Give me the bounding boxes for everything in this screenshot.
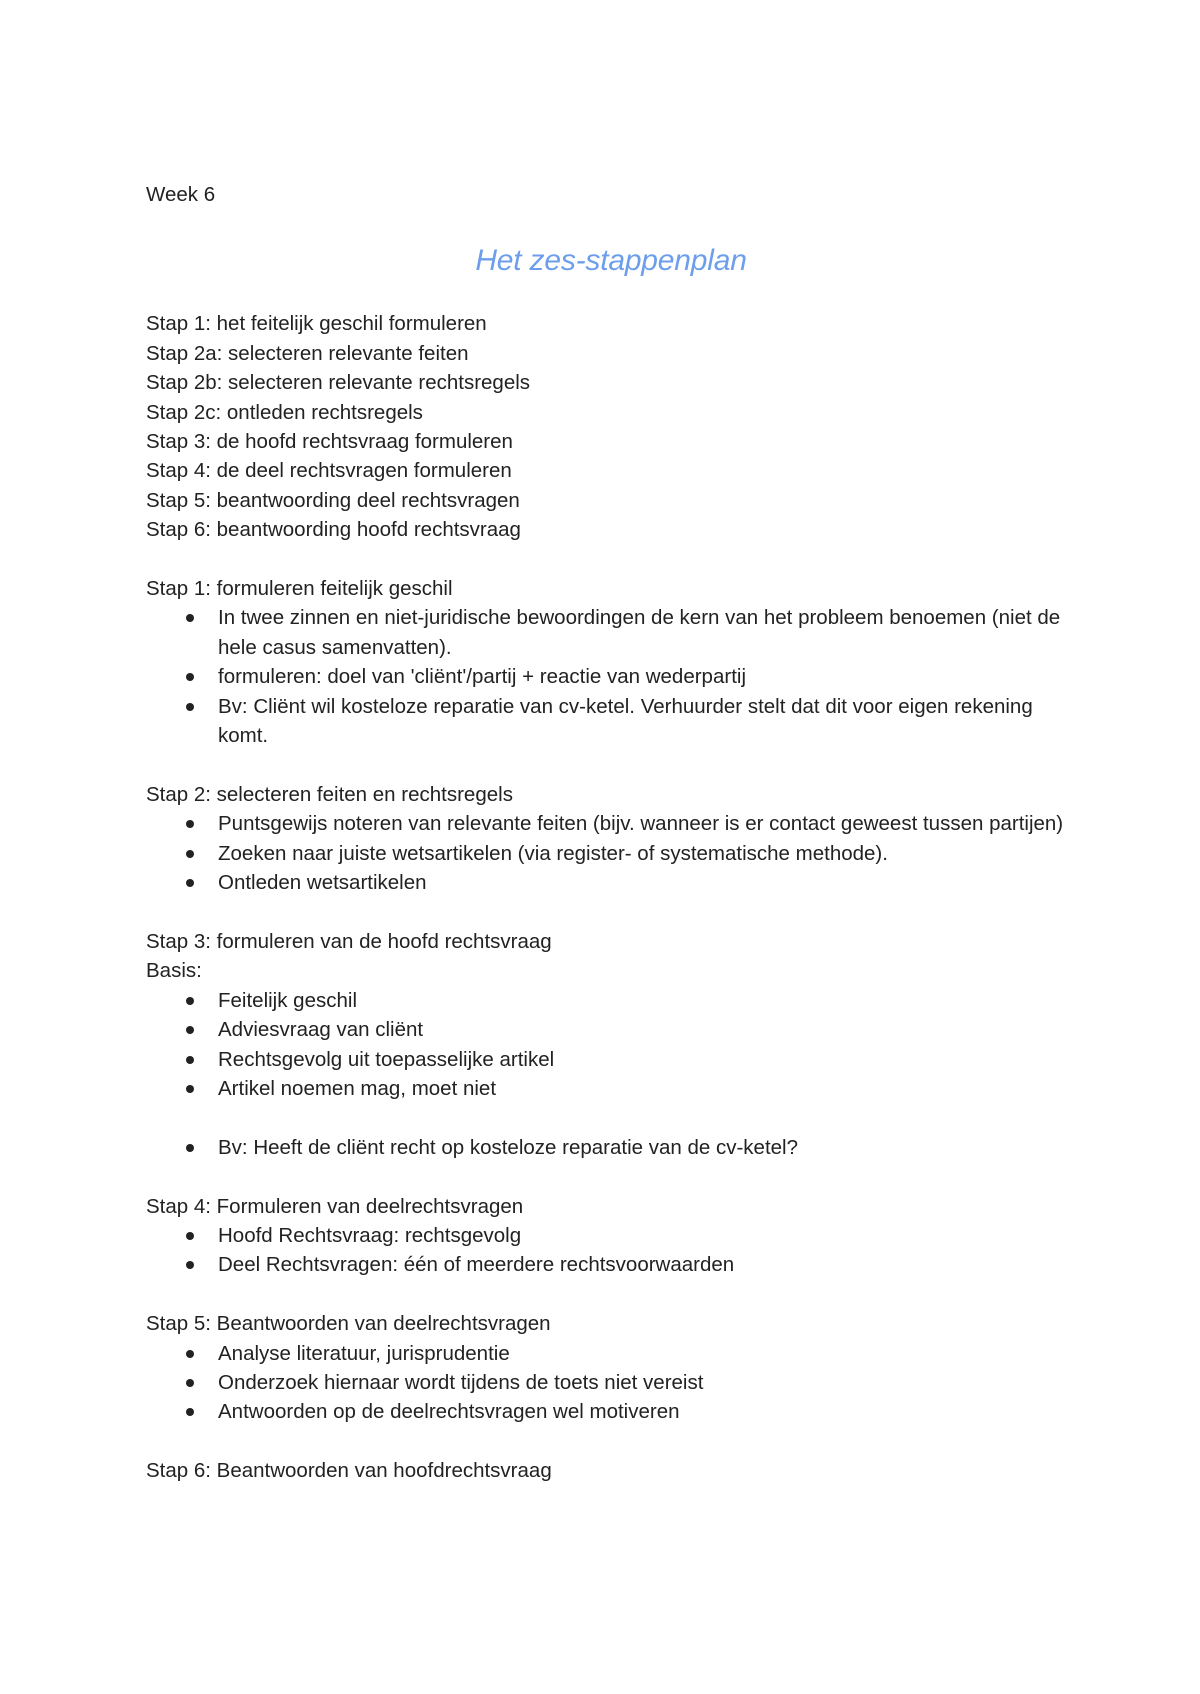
section-heading: Stap 1: formuleren feitelijk geschil	[146, 577, 453, 601]
section-step-6	[146, 1456, 1076, 1485]
section-step-5	[146, 1309, 1076, 1427]
section-step-4	[146, 1192, 1076, 1280]
steps-overview	[146, 309, 1076, 544]
bullet-item: Antwoorden op de deelrechtsvragen wel motiveren	[218, 1397, 1076, 1426]
bullet-item: In twee zinnen en niet-juridische bewoordingen de kern van het probleem benoemen (niet de hele casus samenvatten).	[218, 603, 1076, 662]
bullet-item: Deel Rechtsvragen: één of meerdere rechtsvoorwaarden	[218, 1250, 1076, 1279]
bullet-item: formuleren: doel van 'cliënt'/partij + reactie van wederpartij	[218, 662, 1076, 691]
section-subheading: Basis:	[146, 959, 202, 983]
section-heading: Stap 6: Beantwoorden van hoofdrechtsvraag	[146, 1459, 552, 1483]
section-heading: Stap 4: Formuleren van deelrechtsvragen	[146, 1194, 524, 1218]
bullet-item: Hoofd Rechtsvraag: rechtsgevolg	[218, 1221, 1076, 1250]
overview-line: Stap 5: beantwoording deel rechtsvragen	[146, 488, 520, 512]
blank-line	[146, 1103, 1076, 1132]
section-heading: Stap 5: Beantwoorden van deelrechtsvragen	[146, 1312, 551, 1336]
bullet-item: Zoeken naar juiste wetsartikelen (via register- of systematische methode).	[218, 839, 1076, 868]
overview-line: Stap 6: beantwoording hoofd rechtsvraag	[146, 518, 521, 542]
overview-line: Stap 3: de hoofd rechtsvraag formuleren	[146, 430, 513, 454]
bullet-list	[146, 986, 1076, 1104]
bullet-list	[146, 809, 1076, 897]
bullet-item: Bv: Cliënt wil kosteloze reparatie van cv-ketel. Verhuurder stelt dat dit voor eigen rekening komt.	[218, 692, 1076, 751]
bullet-item: Ontleden wetsartikelen	[218, 868, 1076, 897]
week-label: Week 6	[146, 183, 216, 206]
bullet-list	[146, 603, 1076, 750]
section-step-1	[146, 574, 1076, 750]
bullet-list	[146, 1339, 1076, 1427]
bullet-item: Adviesvraag van cliënt	[218, 1015, 1076, 1044]
bullet-list	[146, 1133, 1076, 1162]
overview-line: Stap 4: de deel rechtsvragen formuleren	[146, 459, 512, 483]
section-heading: Stap 3: formuleren van de hoofd rechtsvraag	[146, 929, 552, 953]
overview-line: Stap 2b: selecteren relevante rechtsregels	[146, 371, 531, 395]
bullet-item: Onderzoek hiernaar wordt tijdens de toets niet vereist	[218, 1368, 1076, 1397]
bullet-item: Bv: Heeft de cliënt recht op kosteloze reparatie van de cv-ketel?	[218, 1133, 1076, 1162]
overview-line: Stap 2a: selecteren relevante feiten	[146, 341, 469, 365]
section-step-3	[146, 927, 1076, 1162]
section-step-2	[146, 780, 1076, 898]
section-heading: Stap 2: selecteren feiten en rechtsregels	[146, 782, 513, 806]
bullet-item: Puntsgewijs noteren van relevante feiten (bijv. wanneer is er contact geweest tussen partijen)	[218, 809, 1076, 838]
bullet-list	[146, 1221, 1076, 1280]
bullet-item: Rechtsgevolg uit toepasselijke artikel	[218, 1045, 1076, 1074]
overview-line: Stap 2c: ontleden rechtsregels	[146, 400, 423, 424]
overview-line: Stap 1: het feitelijk geschil formuleren	[146, 312, 487, 336]
bullet-item: Feitelijk geschil	[218, 986, 1076, 1015]
document-page	[146, 180, 1076, 1486]
bullet-item: Artikel noemen mag, moet niet	[218, 1074, 1076, 1103]
document-title: Het zes-stappenplan	[475, 244, 747, 278]
bullet-item: Analyse literatuur, jurisprudentie	[218, 1339, 1076, 1368]
